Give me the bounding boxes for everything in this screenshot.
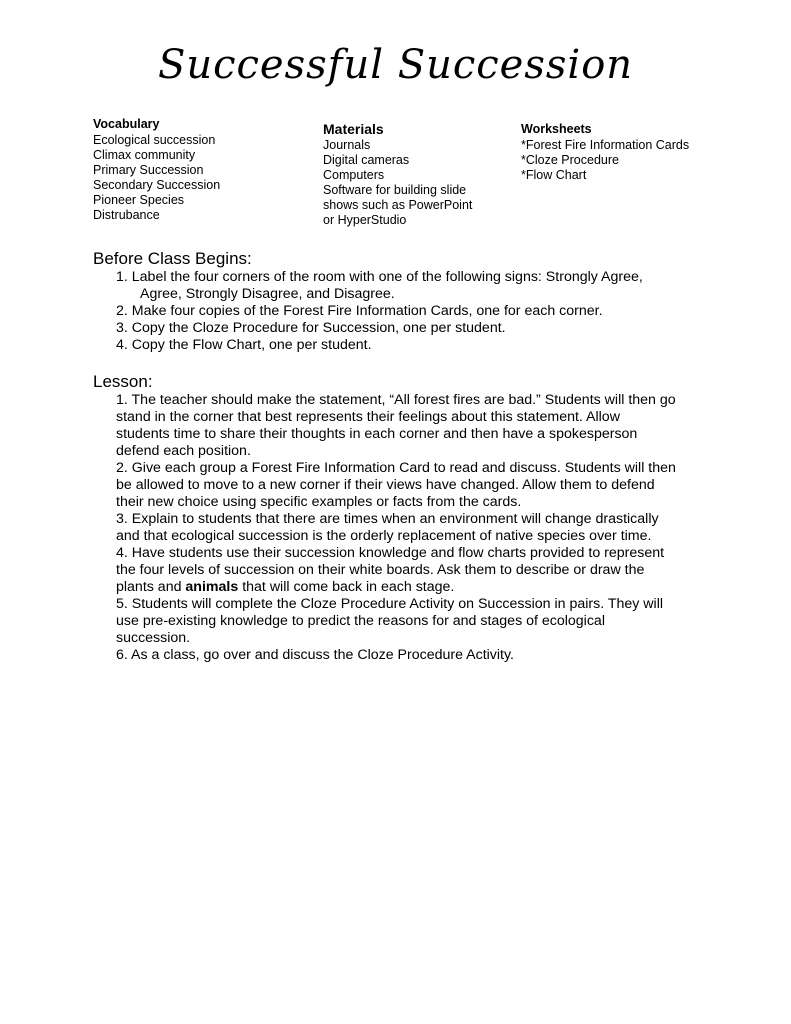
vocabulary-item: Distrubance [93, 208, 160, 222]
worksheets-list [521, 138, 721, 183]
materials-item: Journals [323, 138, 371, 152]
lesson-step-text: 4. Have students use their succession knowledge and flow charts provided to represent the four levels of succession on their white boards. Ask them to describe or draw the plants and [116, 545, 665, 595]
before-class-step: 2. Make four copies of the Forest Fire Information Cards, one for each corner. [116, 303, 603, 319]
lesson-step: 3. Explain to students that there are times when an environment will change drastically and that ecological succession is the orderly replacement of native species over time. [116, 511, 659, 544]
materials-item: Software for building slide shows such as PowerPoint or HyperStudio [323, 183, 473, 227]
worksheets-item: *Cloze Procedure [521, 153, 619, 167]
vocabulary-item: Ecological succession [93, 133, 216, 147]
before-class-steps [116, 269, 676, 354]
lesson-step-text: that will come back in each stage. [238, 579, 455, 595]
vocabulary-column [93, 117, 293, 223]
materials-item: Computers [323, 168, 385, 182]
vocabulary-item: Primary Succession [93, 163, 204, 177]
vocabulary-heading: Vocabulary [93, 117, 160, 131]
materials-list [323, 138, 483, 228]
worksheets-item: *Forest Fire Information Cards [521, 138, 690, 152]
materials-heading: Materials [323, 121, 384, 137]
vocabulary-item: Secondary Succession [93, 178, 221, 192]
before-class-heading: Before Class Begins: [93, 249, 252, 268]
vocabulary-item: Pioneer Species [93, 193, 185, 207]
before-class-step: 1. Label the four corners of the room with one of the following signs: Strongly Agree, Agree, Strongly Disagree, and Disagree. [116, 269, 643, 302]
worksheets-column [521, 122, 721, 183]
vocabulary-list [93, 133, 293, 223]
page-title: Successful Succession [157, 42, 634, 88]
worksheets-heading: Worksheets [521, 122, 592, 136]
lesson-heading: Lesson: [93, 372, 153, 391]
lesson-step-text: 2. Give each group a Forest Fire Information Card to read and discuss. Students will then be allowed to move to a new corner if their views have changed. Allow them to defend their new choice using specific examples or facts from the cards. [116, 460, 676, 510]
lesson-step [116, 545, 676, 596]
lesson-step: 6. As a class, go over and discuss the Cloze Procedure Activity. [116, 647, 514, 663]
vocabulary-item: Climax community [93, 148, 196, 162]
lesson-step: 5. Students will complete the Cloze Procedure Activity on Succession in pairs. They will use pre-existing knowledge to predict the reasons for and stages of ecological succession. [116, 596, 664, 646]
materials-item: Digital cameras [323, 153, 410, 167]
lesson-step-emphasis: animals [185, 579, 239, 595]
before-class-step: 4. Copy the Flow Chart, one per student. [116, 337, 372, 353]
lesson-step [116, 460, 676, 511]
before-class-step: 3. Copy the Cloze Procedure for Succession, one per student. [116, 320, 506, 336]
worksheets-item: *Flow Chart [521, 168, 587, 182]
lesson-step: 1. The teacher should make the statement, “All forest fires are bad.” Students will then go stand in the corner that best represents their feelings about this statement. Allow students time to share their thoughts in each corner and then have a spokesperson defend each position. [116, 392, 676, 459]
materials-column [323, 122, 483, 228]
lesson-steps [116, 392, 676, 664]
